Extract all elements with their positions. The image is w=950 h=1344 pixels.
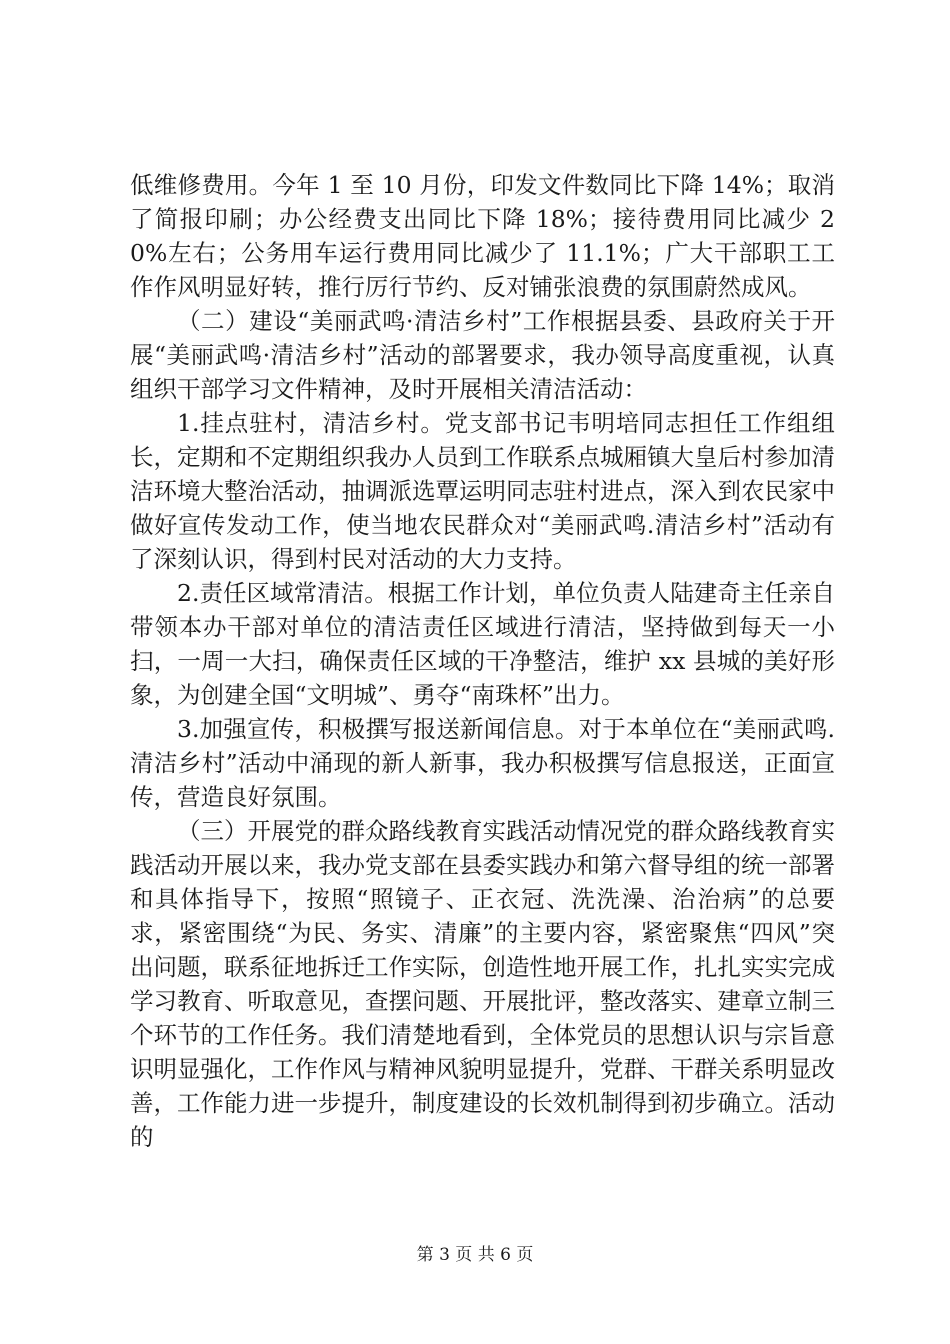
paragraph-publicity: 3.加强宣传，积极撰写报送新闻信息。对于本单位在“美丽武鸣.清洁乡村”活动中涌现的新人新事，我办积极撰写信息报送，正面宣传，营造良好氛围。 bbox=[130, 715, 835, 811]
paragraph-clean-village-intro: （二）建设“美丽武鸣·清洁乡村”工作根据县委、县政府关于开展“美丽武鸣·清洁乡村”活动的部署要求，我办领导高度重视，认真组织干部学习文件精神，及时开展相关清洁活动： bbox=[130, 307, 835, 403]
document-body bbox=[130, 168, 835, 1154]
paragraph-village-stationing: 1.挂点驻村，清洁乡村。党支部书记韦明培同志担任工作组组长，定期和不定期组织我办人员到工作联系点城厢镇大皇后村参加清洁环境大整治活动，抽调派选覃运明同志驻村进点，深入到农民家中做好宣传发动工作，使当地农民群众对“美丽武鸣.清洁乡村”活动有了深刻认识，得到村民对活动的大力支持。 bbox=[130, 409, 835, 573]
page-number-footer: 第 3 页 共 6 页 bbox=[416, 1245, 534, 1265]
paragraph-mass-line-education: （三）开展党的群众路线教育实践活动情况党的群众路线教育实践活动开展以来，我办党支部在县委实践办和第六督导组的统一部署和具体指导下，按照“照镜子、正衣冠、洗洗澡、治治病”的总要求，紧密围绕“为民、务实、清廉”的主要内容，紧密聚焦“四风”突出问题，联系征地拆迁工作实际，创造性地开展工作，扎扎实实完成学习教育、听取意见，查摆问题、开展批评，整改落实、建章立制三个环节的工作任务。我们清楚地看到，全体党员的思想认识与宗旨意识明显强化，工作作风与精神风貌明显提升，党群、干群关系明显改善，工作能力进一步提升，制度建设的长效机制得到初步确立。活动的 bbox=[130, 817, 835, 1151]
paragraph-savings: 低维修费用。今年 1 至 10 月份，印发文件数同比下降 14%；取消了简报印刷；办公经费支出同比下降 18%；接待费用同比减少 20%左右；公务用车运行费用同比减少了 11.1%；广大干部职工工作作风明显好转，推行厉行节约、反对铺张浪费的氛围蔚然成风。 bbox=[130, 171, 835, 301]
paragraph-area-cleaning: 2.责任区域常清洁。根据工作计划，单位负责人陆建奇主任亲自带领本办干部对单位的清洁责任区域进行清洁，坚持做到每天一小扫，一周一大扫，确保责任区域的干净整洁，维护 xx 县城的美好形象，为创建全国“文明城”、勇夺“南珠杯”出力。 bbox=[130, 579, 835, 709]
